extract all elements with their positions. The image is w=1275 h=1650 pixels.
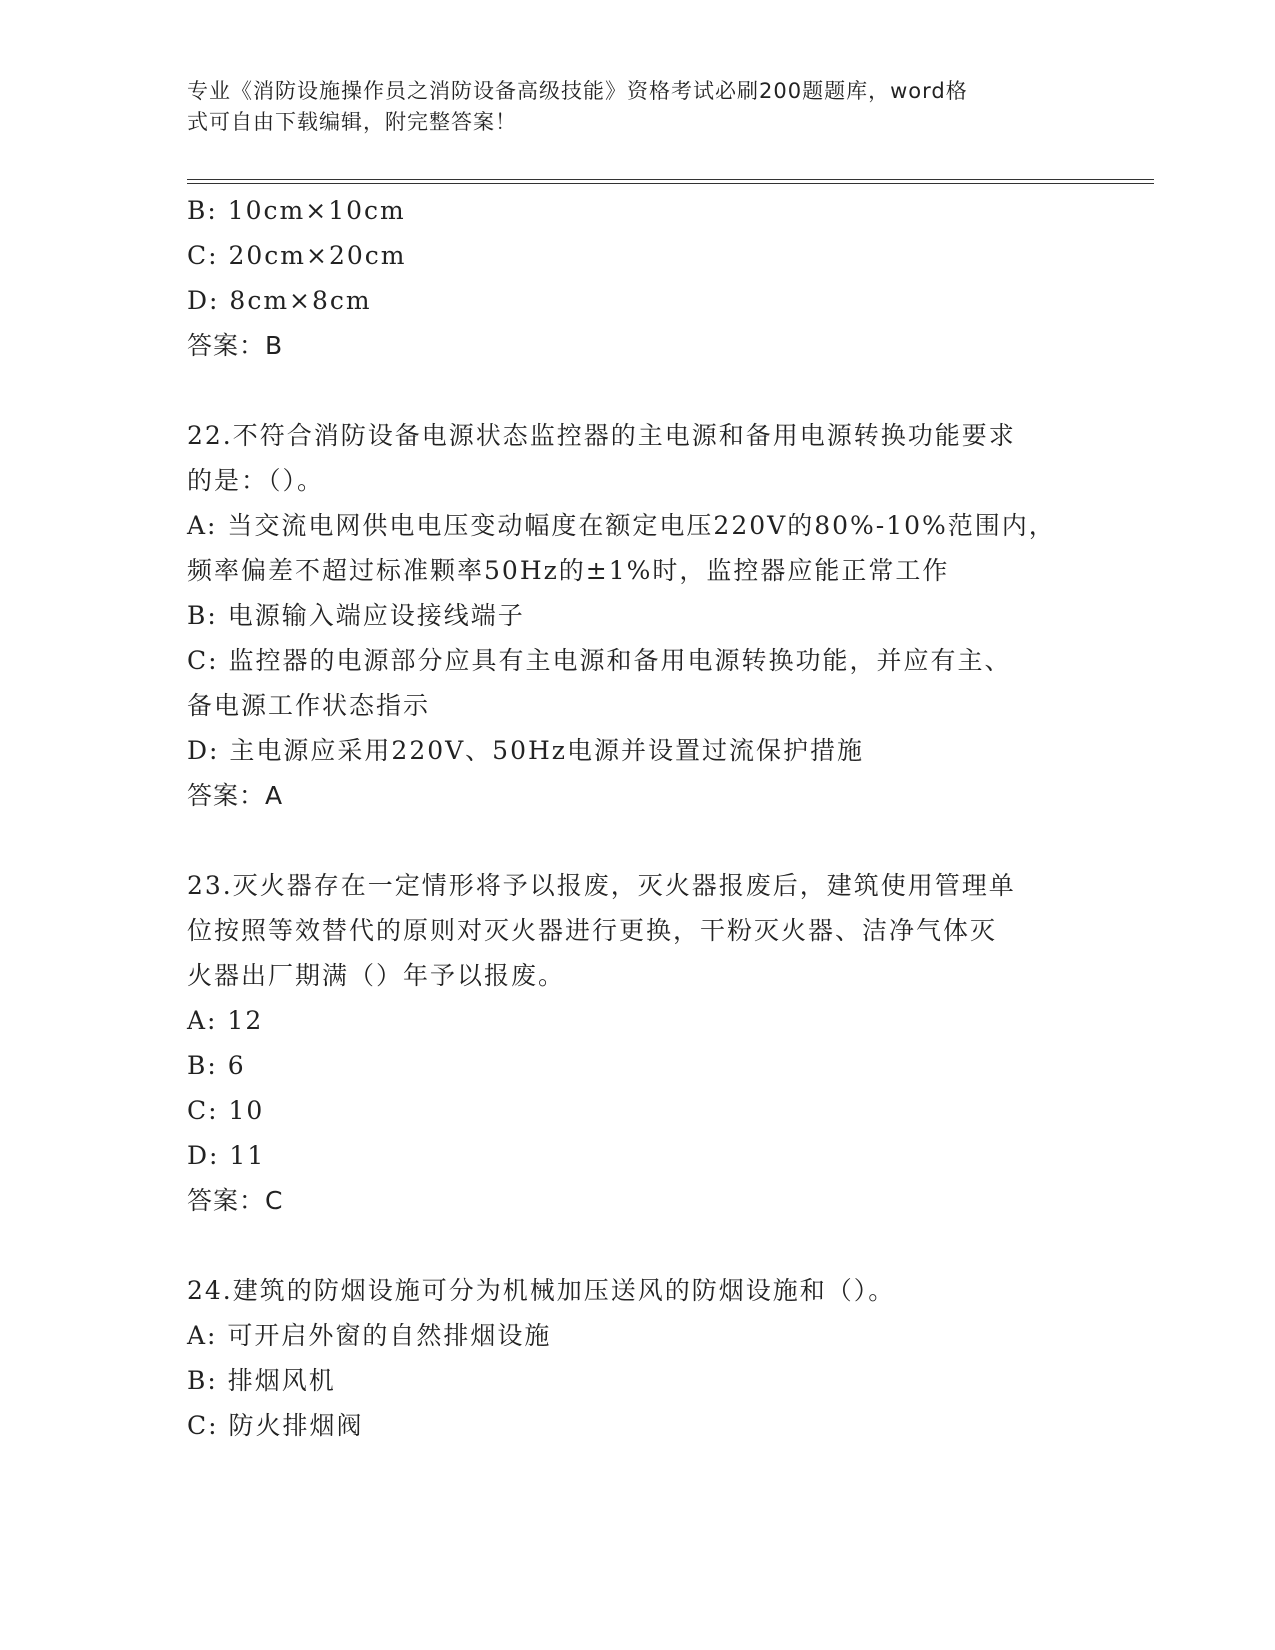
header-line-2: 式可自由下载编辑，附完整答案！ xyxy=(187,110,517,134)
question-stem: 24.建筑的防烟设施可分为机械加压送风的防烟设施和（）。 xyxy=(187,1276,896,1305)
option-c: C: 20cm×20cm xyxy=(187,241,407,270)
question-stem: 的是：（）。 xyxy=(187,466,325,495)
option-c: C: 10 xyxy=(187,1096,265,1125)
question-spacer xyxy=(187,818,1087,863)
question-21 xyxy=(187,188,1087,368)
option-c: C: 监控器的电源部分应具有主电源和备用电源转换功能，并应有主、 xyxy=(187,646,1012,675)
option-c: C: 防火排烟阀 xyxy=(187,1411,364,1440)
option-a: A: 可开启外窗的自然排烟设施 xyxy=(187,1321,552,1350)
header-line-1: 专业《消防设施操作员之消防设备高级技能》资格考试必刷200题题库，word格 xyxy=(187,79,968,103)
question-spacer xyxy=(187,368,1087,413)
question-23 xyxy=(187,863,1087,1223)
question-stem: 23.灭火器存在一定情形将予以报废，灭火器报废后，建筑使用管理单 xyxy=(187,871,1016,900)
question-stem: 22.不符合消防设备电源状态监控器的主电源和备用电源转换功能要求 xyxy=(187,421,1016,450)
question-stem: 火器出厂期满（）年予以报废。 xyxy=(187,961,566,990)
option-b: B: 排烟风机 xyxy=(187,1366,336,1395)
option-b: B: 10cm×10cm xyxy=(187,196,406,225)
question-list xyxy=(187,188,1087,1448)
header-divider-bottom xyxy=(187,183,1154,184)
answer-text: 答案：C xyxy=(187,1186,284,1215)
answer-text: 答案：A xyxy=(187,781,284,810)
option-b: B: 6 xyxy=(187,1051,246,1080)
document-header xyxy=(187,76,1067,138)
header-divider-top xyxy=(187,179,1154,180)
question-spacer xyxy=(187,1223,1087,1268)
option-d: D: 主电源应采用220V、50Hz电源并设置过流保护措施 xyxy=(187,736,864,765)
option-b: B: 电源输入端应设接线端子 xyxy=(187,601,525,630)
option-c: 备电源工作状态指示 xyxy=(187,691,431,720)
question-22 xyxy=(187,413,1087,818)
option-d: D: 11 xyxy=(187,1141,266,1170)
option-a: A: 当交流电网供电电压变动幅度在额定电压220V的80%-10%范围内， xyxy=(187,511,1056,540)
answer-text: 答案：B xyxy=(187,331,284,360)
option-a: 频率偏差不超过标准颗率50Hz的±1%时，监控器应能正常工作 xyxy=(187,556,950,585)
question-24 xyxy=(187,1268,1087,1448)
option-d: D: 8cm×8cm xyxy=(187,286,372,315)
option-a: A: 12 xyxy=(187,1006,264,1035)
question-stem: 位按照等效替代的原则对灭火器进行更换，干粉灭火器、洁净气体灭 xyxy=(187,916,998,945)
